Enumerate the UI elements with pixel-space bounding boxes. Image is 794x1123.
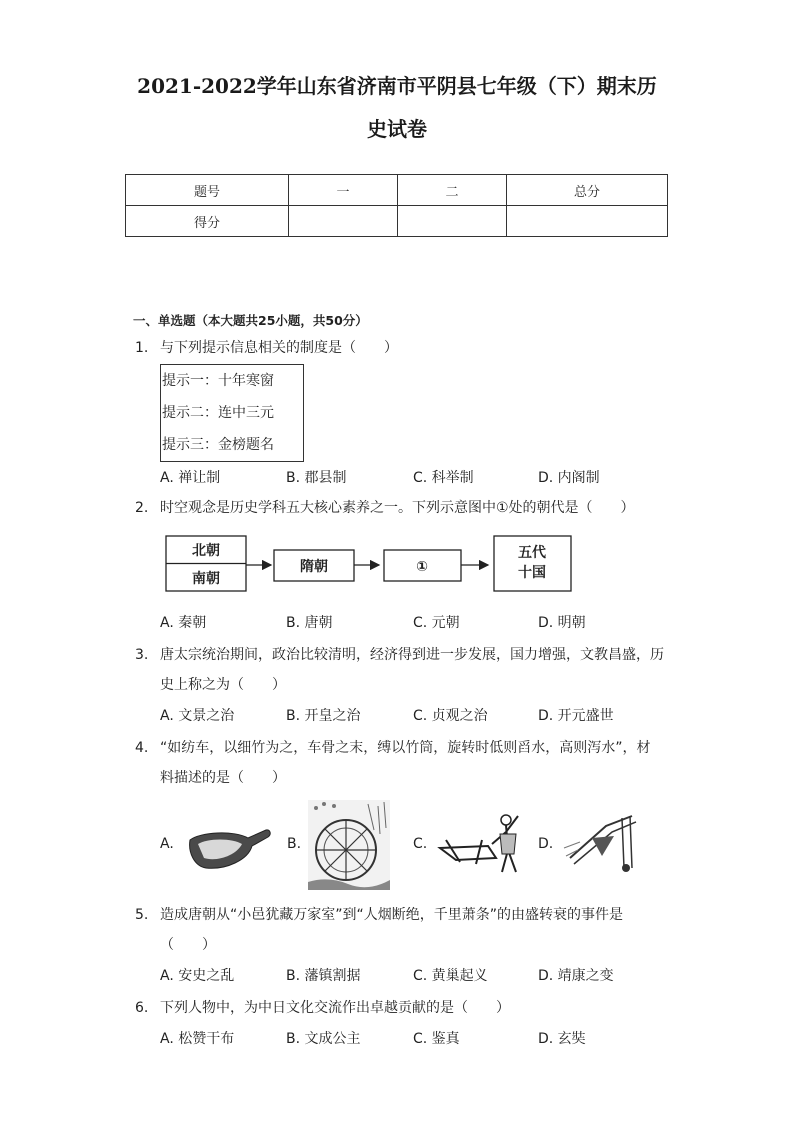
water-lifting-device-image[interactable] xyxy=(562,808,642,878)
plough-image[interactable] xyxy=(436,810,528,878)
label-southern: 南朝 xyxy=(192,571,220,587)
question-text-line1: 造成唐朝从“小邑犹藏万家室”到“人烟断绝，千里萧条”的由盛转衰的事件是 xyxy=(160,907,624,923)
question-text-line1: 唐太宗统治期间，政治比较清明，经济得到进一步发展，国力增强，文教昌盛，历 xyxy=(160,647,664,663)
option-c[interactable]: C. 黄巢起义 xyxy=(413,968,488,984)
question-number: 3. xyxy=(135,647,149,663)
option-b[interactable]: B. xyxy=(287,836,302,852)
option-b[interactable]: B. 藩镇割据 xyxy=(286,968,361,984)
option-b[interactable]: B. 文成公主 xyxy=(286,1031,361,1047)
option-d[interactable]: D. 开元盛世 xyxy=(538,708,614,724)
hint-line: 提示三：金榜题名 xyxy=(162,437,274,453)
question-text: 时空观念是历史学科五大核心素养之一。下列示意图中①处的朝代是（ ） xyxy=(160,500,635,516)
answer-options xyxy=(160,612,680,634)
option-b[interactable]: B. 郡县制 xyxy=(286,470,347,486)
option-d[interactable]: D. 内阁制 xyxy=(538,470,600,486)
section-heading-single-choice: 一、单选题（本大题共25小题，共50分） xyxy=(133,313,368,328)
exam-title-line1: 2021-2022学年山东省济南市平阴县七年级（下）期末历 xyxy=(137,74,657,98)
exam-title-line2: 史试卷 xyxy=(367,117,427,141)
dustpan-tool-image[interactable] xyxy=(186,818,272,878)
option-a[interactable]: A. 松赞干布 xyxy=(160,1031,235,1047)
option-c[interactable]: C. 贞观之治 xyxy=(413,708,488,724)
score-cell-part1[interactable] xyxy=(289,206,398,237)
option-c[interactable]: C. 鉴真 xyxy=(413,1031,460,1047)
option-d[interactable]: D. xyxy=(538,836,554,852)
answer-options xyxy=(160,965,680,987)
hint-line: 提示一：十年寒窗 xyxy=(162,373,274,389)
question-number: 4. xyxy=(135,740,149,756)
label-ten-kingdoms: 十国 xyxy=(518,565,546,581)
waterwheel-image[interactable] xyxy=(308,800,390,890)
option-a[interactable]: A. 安史之乱 xyxy=(160,968,235,984)
dynasty-timeline-diagram xyxy=(165,535,575,595)
option-c[interactable]: C. 元朝 xyxy=(413,615,460,631)
option-d[interactable]: D. 靖康之变 xyxy=(538,968,614,984)
question-text: 下列人物中，为中日文化交流作出卓越贡献的是（ ） xyxy=(160,1000,510,1016)
answer-options xyxy=(160,467,680,489)
option-d[interactable]: D. 明朝 xyxy=(538,615,586,631)
question-text: 与下列提示信息相关的制度是（ ） xyxy=(160,340,398,356)
answer-options xyxy=(160,1028,680,1050)
answer-options xyxy=(160,705,680,727)
score-header-part2: 二 xyxy=(398,175,507,206)
option-a[interactable]: A. xyxy=(160,836,174,852)
score-table-header-row xyxy=(126,175,668,206)
option-a[interactable]: A. 秦朝 xyxy=(160,615,207,631)
label-five-dynasties: 五代 xyxy=(518,545,546,561)
question-number: 6. xyxy=(135,1000,149,1016)
option-a[interactable]: A. 文景之治 xyxy=(160,708,235,724)
score-cell-total[interactable] xyxy=(507,206,668,237)
option-c[interactable]: C. 科举制 xyxy=(413,470,474,486)
label-unknown: ① xyxy=(416,559,428,575)
question-number: 5. xyxy=(135,907,149,923)
score-cell-part2[interactable] xyxy=(398,206,507,237)
hint-box xyxy=(160,364,304,462)
option-c[interactable]: C. xyxy=(413,836,428,852)
question-text-line2: 料描述的是（ ） xyxy=(160,770,286,786)
label-sui: 隋朝 xyxy=(300,559,328,575)
score-header-total: 总分 xyxy=(507,175,668,206)
question-number: 2. xyxy=(135,500,149,516)
score-table xyxy=(125,174,668,237)
score-table-score-row xyxy=(126,206,668,237)
score-header-label: 题号 xyxy=(126,175,289,206)
label-northern: 北朝 xyxy=(192,543,220,559)
option-a[interactable]: A. 禅让制 xyxy=(160,470,221,486)
score-row-label: 得分 xyxy=(126,206,289,237)
hint-line: 提示二：连中三元 xyxy=(162,405,274,421)
score-header-part1: 一 xyxy=(289,175,398,206)
question-text-line1: “如纺车，以细竹为之，车骨之末，缚以竹筒，旋转时低则舀水，高则泻水”，材 xyxy=(160,740,651,756)
option-b[interactable]: B. 开皇之治 xyxy=(286,708,361,724)
option-b[interactable]: B. 唐朝 xyxy=(286,615,333,631)
question-number: 1. xyxy=(135,340,149,356)
question-text-line2: 史上称之为（ ） xyxy=(160,677,286,693)
option-d[interactable]: D. 玄奘 xyxy=(538,1031,586,1047)
question-text-line2: （ ） xyxy=(160,937,216,953)
